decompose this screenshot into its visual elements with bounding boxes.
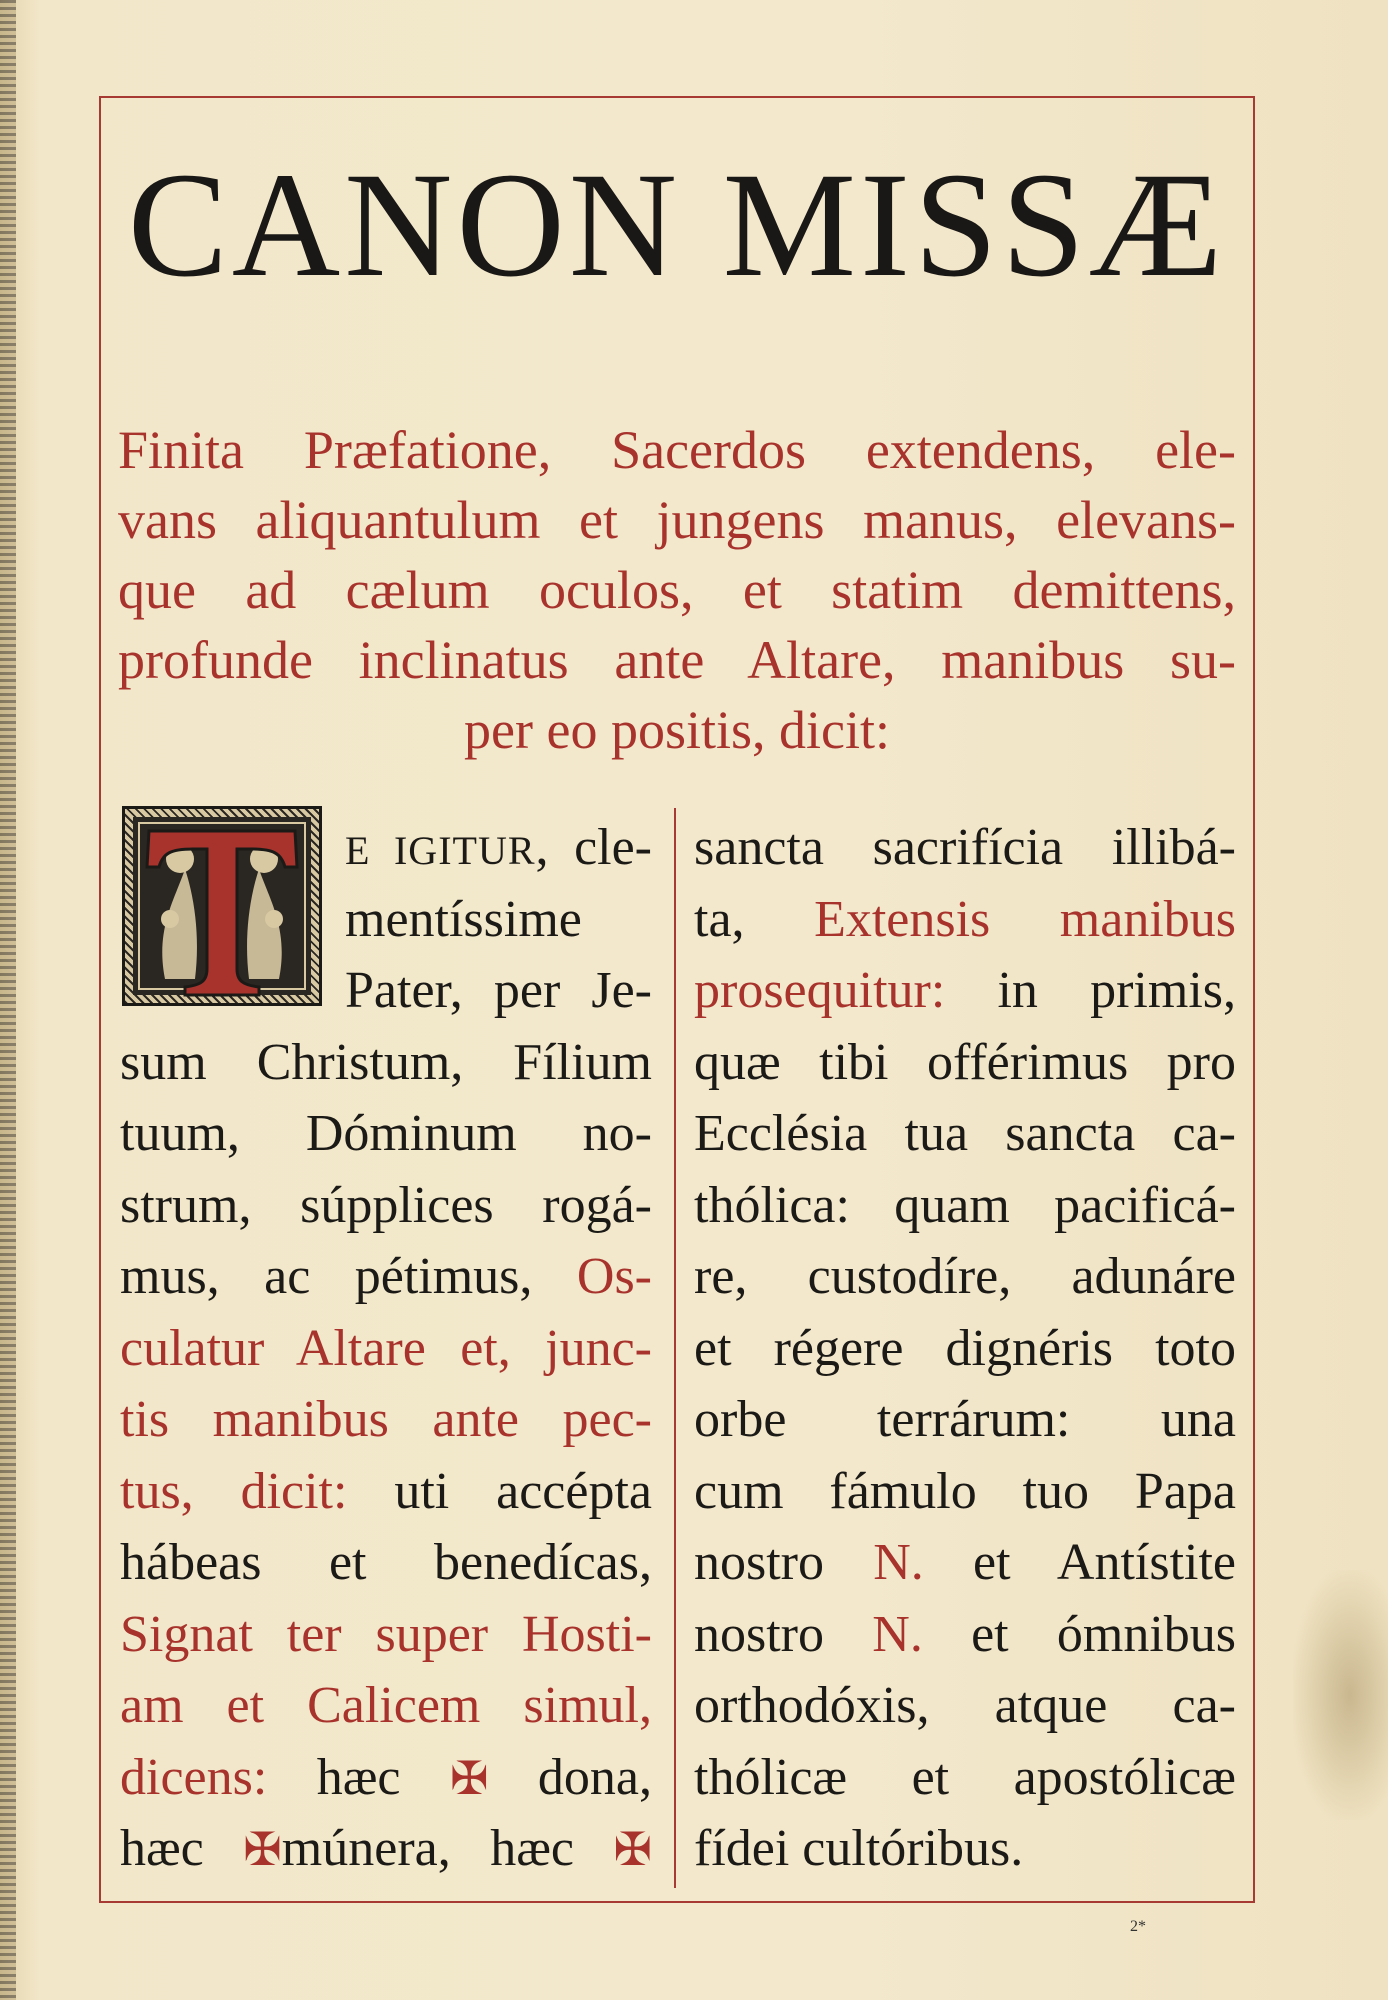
liturgical-text: Ecclésia tua sancta ca- [694, 1105, 1236, 1162]
intro-rubric-line: per eo positis, dicit: [464, 700, 890, 760]
right-column-line [694, 812, 1236, 884]
rubric-text: culatur Altare et, junc- [120, 1319, 652, 1377]
liturgical-text: orthodóxis, atque ca- [694, 1677, 1236, 1734]
right-column-line [694, 1098, 1236, 1170]
rubric-text: Signat ter super Hosti- [120, 1605, 652, 1663]
left-column-line [120, 1241, 652, 1313]
left-column-line [120, 1313, 652, 1385]
liturgical-text: et ómnibus [922, 1605, 1236, 1663]
liturgical-text: et régere dignéris toto [694, 1319, 1236, 1377]
left-column-line [120, 1170, 652, 1242]
liturgical-text: re, custodíre, adunáre [694, 1248, 1236, 1305]
intro-rubric-line: Finita Præfatione, Sacerdos extendens, ele- [118, 420, 1236, 480]
liturgical-text: Pater, per Je- [345, 962, 652, 1019]
rubric-text: am et Calicem simul, [120, 1677, 652, 1734]
liturgical-text: E IGITUR [345, 828, 536, 873]
intro-rubric-line: vans aliquantulum et jungens manus, elevans- [118, 490, 1236, 550]
rubric-text: prosequitur: [694, 962, 998, 1019]
right-column-line [694, 884, 1236, 956]
left-column-line [120, 1027, 652, 1099]
liturgical-text: hábeas et benedícas, [120, 1534, 652, 1591]
liturgical-text: et Antístite [923, 1534, 1237, 1591]
liturgical-text: mus, ac pétimus, [120, 1248, 577, 1305]
cross-icon: ✠ [449, 1752, 489, 1804]
left-column-line [120, 884, 652, 956]
right-column [694, 812, 1236, 1885]
column-divider [674, 808, 676, 1888]
left-column-line [120, 1456, 652, 1528]
cross-icon: ✠ [243, 1824, 282, 1875]
right-column-line [694, 1813, 1236, 1885]
liturgical-text: fídei cultóribus. [694, 1820, 1024, 1877]
left-column-line [120, 812, 652, 884]
liturgical-text: uti accépta [394, 1462, 652, 1520]
rubric-text: N. [873, 1534, 924, 1591]
liturgical-text: thólicæ et apostólicæ [694, 1748, 1236, 1806]
rubric-text: tis manibus ante pec- [120, 1391, 652, 1448]
liturgical-text: thólica: quam pacificá- [694, 1176, 1236, 1234]
page-title: CANON MISSÆ [127, 142, 1227, 308]
liturgical-text: hæc [120, 1820, 244, 1877]
liturgical-text: mentíssime [345, 890, 582, 948]
liturgical-text: cum fámulo tuo Papa [694, 1462, 1236, 1520]
liturgical-text: in primis, [997, 962, 1237, 1019]
left-column-line [120, 955, 652, 1027]
right-column-line [694, 955, 1236, 1027]
right-column-line [694, 1241, 1236, 1313]
liturgical-text: quæ tibi offérimus pro [694, 1033, 1236, 1091]
right-column-line [694, 1742, 1236, 1814]
adjacent-page-edge [0, 0, 16, 2000]
left-column-line [120, 1384, 652, 1456]
rubric-text: dicens: [120, 1748, 317, 1806]
intro-rubric-line: profunde inclinatus ante Altare, manibus su- [118, 630, 1236, 690]
liturgical-text: nostro [694, 1605, 873, 1663]
liturgical-text: sancta sacrifícia illibá- [694, 819, 1236, 876]
liturgical-text: orbe terrárum: una [694, 1391, 1236, 1448]
right-column-line [694, 1170, 1236, 1242]
left-column-line [120, 1813, 652, 1885]
liturgical-text: nostro [694, 1534, 874, 1591]
right-column-line [694, 1384, 1236, 1456]
intro-rubric [118, 415, 1236, 765]
liturgical-text: strum, súpplices rogá- [120, 1176, 652, 1234]
left-column-line [120, 1098, 652, 1170]
liturgical-text: hæc [316, 1748, 450, 1806]
liturgical-text: , cle- [535, 819, 652, 876]
liturgical-text: ta, [694, 890, 815, 948]
left-column-line [120, 1599, 652, 1671]
paper-stain [1293, 1570, 1388, 1820]
intro-rubric-line: que ad cælum oculos, et statim demittens, [118, 560, 1236, 620]
liturgical-text: tuum, Dóminum no- [120, 1105, 652, 1162]
rubric-text: Os- [576, 1248, 652, 1305]
liturgical-text: sum Christum, Fílium [120, 1033, 652, 1091]
right-column-line [694, 1599, 1236, 1671]
left-column-line [120, 1527, 652, 1599]
right-column-line [694, 1313, 1236, 1385]
right-column-line [694, 1027, 1236, 1099]
cross-icon: ✠ [613, 1824, 652, 1875]
left-column [120, 812, 652, 1885]
rubric-text: tus, dicit: [120, 1462, 395, 1520]
rubric-text: Extensis manibus [814, 890, 1237, 948]
left-column-line [120, 1742, 652, 1814]
right-column-line [694, 1670, 1236, 1742]
liturgical-text: múnera, hæc [281, 1820, 614, 1877]
right-column-line [694, 1456, 1236, 1528]
rubric-text: N. [872, 1605, 923, 1663]
signature-mark: 2* [1130, 1918, 1146, 1935]
left-column-line [120, 1670, 652, 1742]
liturgical-text: dona, [488, 1748, 652, 1806]
right-column-line [694, 1527, 1236, 1599]
